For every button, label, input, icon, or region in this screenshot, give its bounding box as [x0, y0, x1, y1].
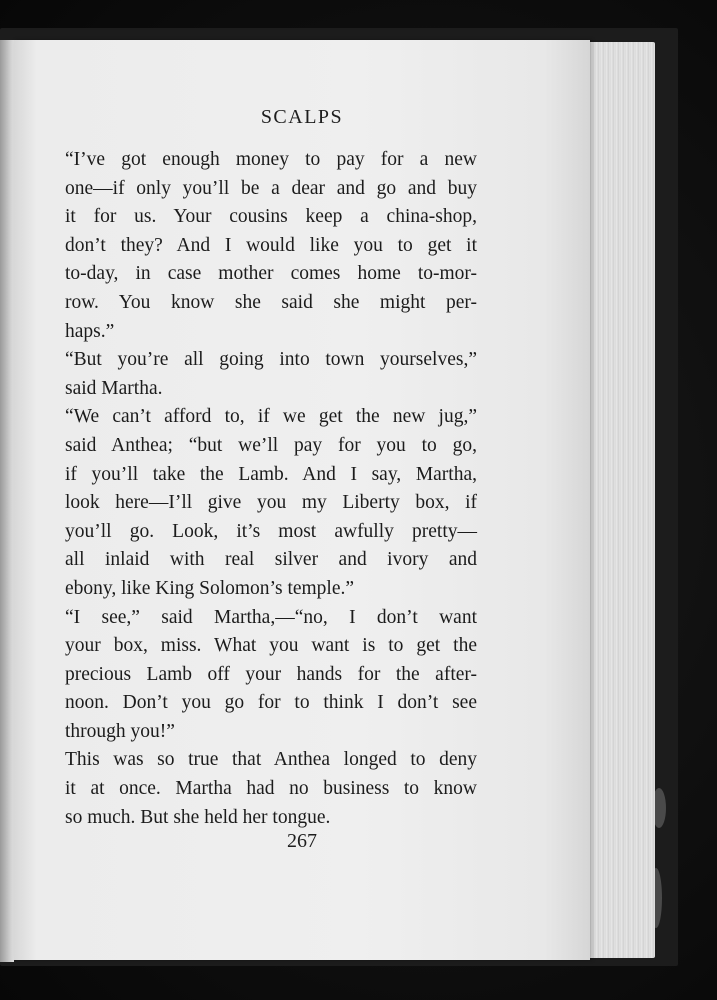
text-line: noon. Don’t you go for to think I don’t see — [65, 692, 477, 714]
text-line: you’ll go. Look, it’s most awfully pretty— — [65, 520, 477, 542]
text-line: through you!” — [65, 720, 175, 742]
text-line: “I see,” said Martha,—“no, I don’t want — [65, 606, 477, 628]
text-line: it at once. Martha had no business to know — [65, 778, 477, 800]
text-line: ebony, like King Solomon’s temple.” — [65, 577, 355, 599]
text-line: haps.” — [65, 320, 115, 342]
text-line: This was so true that Anthea longed to deny — [65, 749, 477, 771]
text-line: to-day, in case mother comes home to-mor- — [65, 263, 477, 285]
text-line: don’t they? And I would like you to get it — [65, 234, 477, 256]
text-line: “We can’t afford to, if we get the new jug,” — [65, 406, 477, 428]
left-page-edge — [0, 40, 14, 962]
running-head: SCALPS — [260, 106, 344, 128]
text-line: said Anthea; “but we’ll pay for you to go, — [65, 434, 477, 456]
text-line: one—if only you’ll be a dear and go and buy — [65, 177, 477, 199]
text-line: it for us. Your cousins keep a china-shop, — [65, 206, 477, 228]
text-line: your box, miss. What you want is to get the — [65, 635, 477, 657]
text-line: if you’ll take the Lamb. And I say, Martha, — [65, 463, 477, 485]
book-page — [14, 40, 590, 960]
page-number: 267 — [287, 830, 317, 852]
text-line: so much. But she held her tongue. — [65, 806, 331, 828]
text-line: said Martha. — [65, 377, 163, 399]
text-line: look here—I’ll give you my Liberty box, if — [65, 492, 477, 514]
text-line: “But you’re all going into town yourselves,” — [65, 349, 477, 371]
text-line: row. You know she said she might per- — [65, 291, 477, 313]
text-line: precious Lamb off your hands for the after- — [65, 663, 477, 685]
body-text — [65, 146, 477, 832]
text-line: all inlaid with real silver and ivory and — [65, 549, 477, 571]
text-line: “I’ve got enough money to pay for a new — [65, 149, 477, 170]
